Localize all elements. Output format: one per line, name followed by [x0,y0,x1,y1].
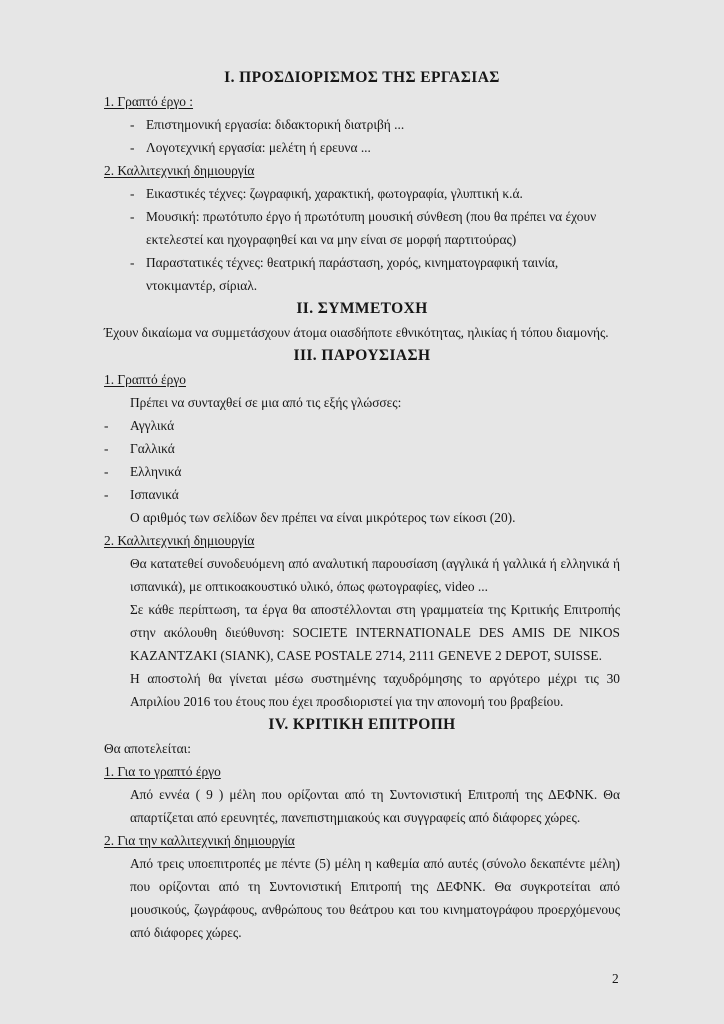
section-1-sub2: 2. Καλλιτεχνική δημιουργία [104,163,255,178]
section-3-sub2: 2. Καλλιτεχνική δημιουργία [104,533,255,548]
section-3-sub1-intro: Πρέπει να συνταχθεί σε μια από τις εξής γλώσσες: [130,395,402,410]
list-item: - Εικαστικές τέχνες: ζωγραφική, χαρακτική, φωτογραφία, γλυπτική κ.ά. [104,182,620,205]
section-3-paragraph: Η αποστολή θα γίνεται μέσω συστημένης ταχυδρόμησης το αργότερο μέχρι τις 30 Απριλίου 2016 του έτους που έχει προσδιοριστεί για την απονομή του βραβείου. [130,671,620,709]
list-item: - Επιστημονική εργασία: διδακτορική διατριβή ... [104,113,620,136]
section-2-title: II. ΣΥΜΜΕΤΟΧΗ [296,300,428,317]
section-4-sub1: 1. Για το γραπτό έργο [104,764,221,779]
language-item: - Γαλλικά [104,437,620,460]
section-4-intro: Θα αποτελείται: [104,741,191,756]
section-1-title: I. ΠΡΟΣΔΙΟΡΙΣΜΟΣ ΤΗΣ ΕΡΓΑΣΙΑΣ [224,69,500,86]
section-3-sub1: 1. Γραπτό έργο [104,372,186,387]
language-item: - Ελληνικά [104,460,620,483]
section-3-title: III. ΠΑΡΟΥΣΙΑΣΗ [293,347,431,364]
list-item: - Λογοτεχνική εργασία: μελέτη ή ερευνα ... [104,136,620,159]
section-3-paragraph: Σε κάθε περίπτωση, τα έργα θα αποστέλλονται στη γραμματεία της Κριτικής Επιτροπής στην ακόλουθη διεύθυνση: SOCIETE INTERNATIONALE DES AMIS DE NIKOS KAZANTZAKI (SIANK), CASE POSTALE 2714, 2111 GENEVE 2 DEPOT, SUISSE. [130,602,620,663]
section-3-paragraph: Θα κατατεθεί συνοδευόμενη από αναλυτική παρουσίαση (αγγλικά ή γαλλικά ή ελληνικά ή ισπανικά), με οπτικοακουστικό υλικό, όπως φωτογραφίες, video ... [130,556,620,594]
list-item: - Παραστατικές τέχνες: θεατρική παράσταση, χορός, κινηματογραφική ταινία, ντοκιμαντέρ, σίριαλ. [104,251,620,297]
list-item: - Μουσική: πρωτότυπο έργο ή πρωτότυπη μουσική σύνθεση (που θα πρέπει να έχουν εκτελεστεί και ηχογραφηθεί και να μην είναι σε μορφή παρτιτούρας) [104,205,620,251]
section-4-sub2: 2. Για την καλλιτεχνική δημιουργία [104,833,295,848]
page-number: 2 [612,971,619,986]
section-1-sub1: 1. Γραπτό έργο : [104,94,194,109]
page-content [104,66,620,944]
section-4-sub2-text: Από τρεις υποεπιτροπές με πέντε (5) μέλη η καθεμία από αυτές (σύνολο δεκαπέντε μέλη) που ορίζονται από τη Συντονιστική Επιτροπή της ΔΕΦΝΚ. Θα συγκροτείται από μουσικούς, ζωγράφους, ανθρώπους του θεάτρου και του κινηματογράφου προερχόμενους από διάφορες χώρες. [130,856,620,940]
section-3-sub1-note: Ο αριθμός των σελίδων δεν πρέπει να είναι μικρότερος των είκοσι (20). [130,510,516,525]
section-4-sub1-text: Από εννέα ( 9 ) μέλη που ορίζονται από τη Συντονιστική Επιτροπή της ΔΕΦΝΚ. Θα απαρτίζεται από ερευνητές, πανεπιστημιακούς και συγγραφείς από διάφορες χώρες. [130,787,620,825]
section-4-title: IV. ΚΡΙΤΙΚΗ ΕΠΙΤΡΟΠΗ [268,716,456,733]
section-2-text: Έχουν δικαίωμα να συμμετάσχουν άτομα οιασδήποτε εθνικότητας, ηλικίας ή τόπου διαμονής. [104,325,609,340]
language-item: - Ισπανικά [104,483,620,506]
language-item: - Αγγλικά [104,414,620,437]
